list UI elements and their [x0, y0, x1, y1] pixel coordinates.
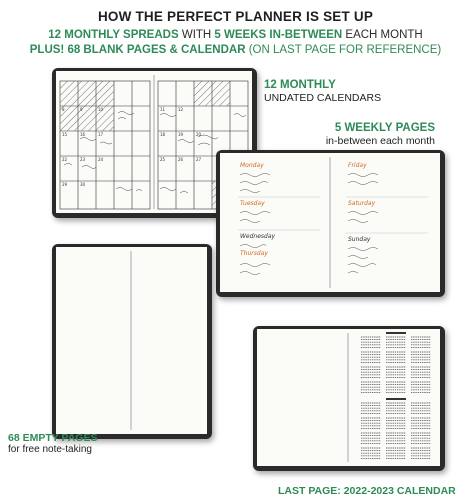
page-title: HOW THE PERFECT PLANNER IS SET UP [97, 9, 374, 24]
blank-pages-text: PLUS! 68 BLANK PAGES & CALENDAR [29, 44, 246, 56]
svg-text:24: 24 [98, 157, 104, 162]
monthly-label [264, 79, 381, 104]
svg-text:Tuesday: Tuesday [240, 200, 265, 207]
weekly-spine [329, 157, 331, 288]
svg-text:25: 25 [160, 157, 166, 162]
calendar-note-text: (ON LAST PAGE FOR REFERENCE) [245, 44, 442, 56]
svg-text:Saturday: Saturday [348, 200, 376, 207]
svg-text:26: 26 [178, 157, 184, 162]
calendar-pages [257, 329, 440, 466]
subtitle-line-1 [0, 29, 471, 41]
monthly-spine [153, 75, 155, 209]
weekly-spread-pages [220, 153, 440, 292]
svg-text:17: 17 [98, 132, 104, 137]
svg-text:30: 30 [80, 182, 86, 187]
subtitle-line-2 [0, 44, 471, 56]
svg-text:Wednesday: Wednesday [240, 233, 276, 240]
svg-text:27: 27 [196, 157, 202, 162]
empty-spine [130, 251, 132, 430]
svg-text:11: 11 [160, 107, 166, 112]
empty-pages-book [52, 244, 212, 439]
svg-text:15: 15 [62, 132, 68, 137]
weekly-label [300, 122, 435, 147]
weeks-text: 5 WEEKS IN-BETWEEN [214, 29, 343, 41]
svg-text:10: 10 [98, 107, 104, 112]
monthly-spreads-text: 12 MONTHLY SPREADS [48, 29, 179, 41]
svg-text:23: 23 [80, 157, 86, 162]
empty-label-sub: for free note-taking [8, 444, 92, 456]
empty-pages [56, 247, 207, 434]
svg-text:8: 8 [62, 107, 65, 112]
svg-text:Thursday: Thursday [240, 250, 268, 257]
each-month-text: EACH MONTH [342, 29, 423, 41]
monthly-label-title: 12 MONTHLY [264, 79, 336, 91]
svg-text:9: 9 [80, 107, 83, 112]
svg-text:16: 16 [80, 132, 86, 137]
weekly-spread-book [216, 150, 445, 297]
svg-text:Friday: Friday [348, 162, 367, 169]
weekly-label-title: 5 WEEKLY PAGES [334, 122, 435, 134]
empty-label-title: 68 EMPTY PAGES [8, 432, 98, 444]
svg-text:29: 29 [62, 182, 68, 187]
svg-text:Monday: Monday [240, 162, 264, 169]
svg-text:20: 20 [196, 132, 202, 137]
calendar-book [253, 326, 445, 471]
weekly-label-sub: in-between each month [325, 135, 435, 148]
with-text: WITH [178, 29, 215, 41]
last-page-label: LAST PAGE: 2022-2023 CALENDAR [278, 485, 456, 497]
svg-text:12: 12 [178, 107, 184, 112]
svg-text:Sunday: Sunday [348, 236, 371, 243]
empty-label [8, 432, 97, 456]
svg-text:22: 22 [62, 157, 68, 162]
svg-text:18: 18 [160, 132, 166, 137]
monthly-label-sub: UNDATED CALENDARS [264, 92, 382, 105]
calendar-spine [347, 333, 349, 462]
svg-text:19: 19 [178, 132, 184, 137]
